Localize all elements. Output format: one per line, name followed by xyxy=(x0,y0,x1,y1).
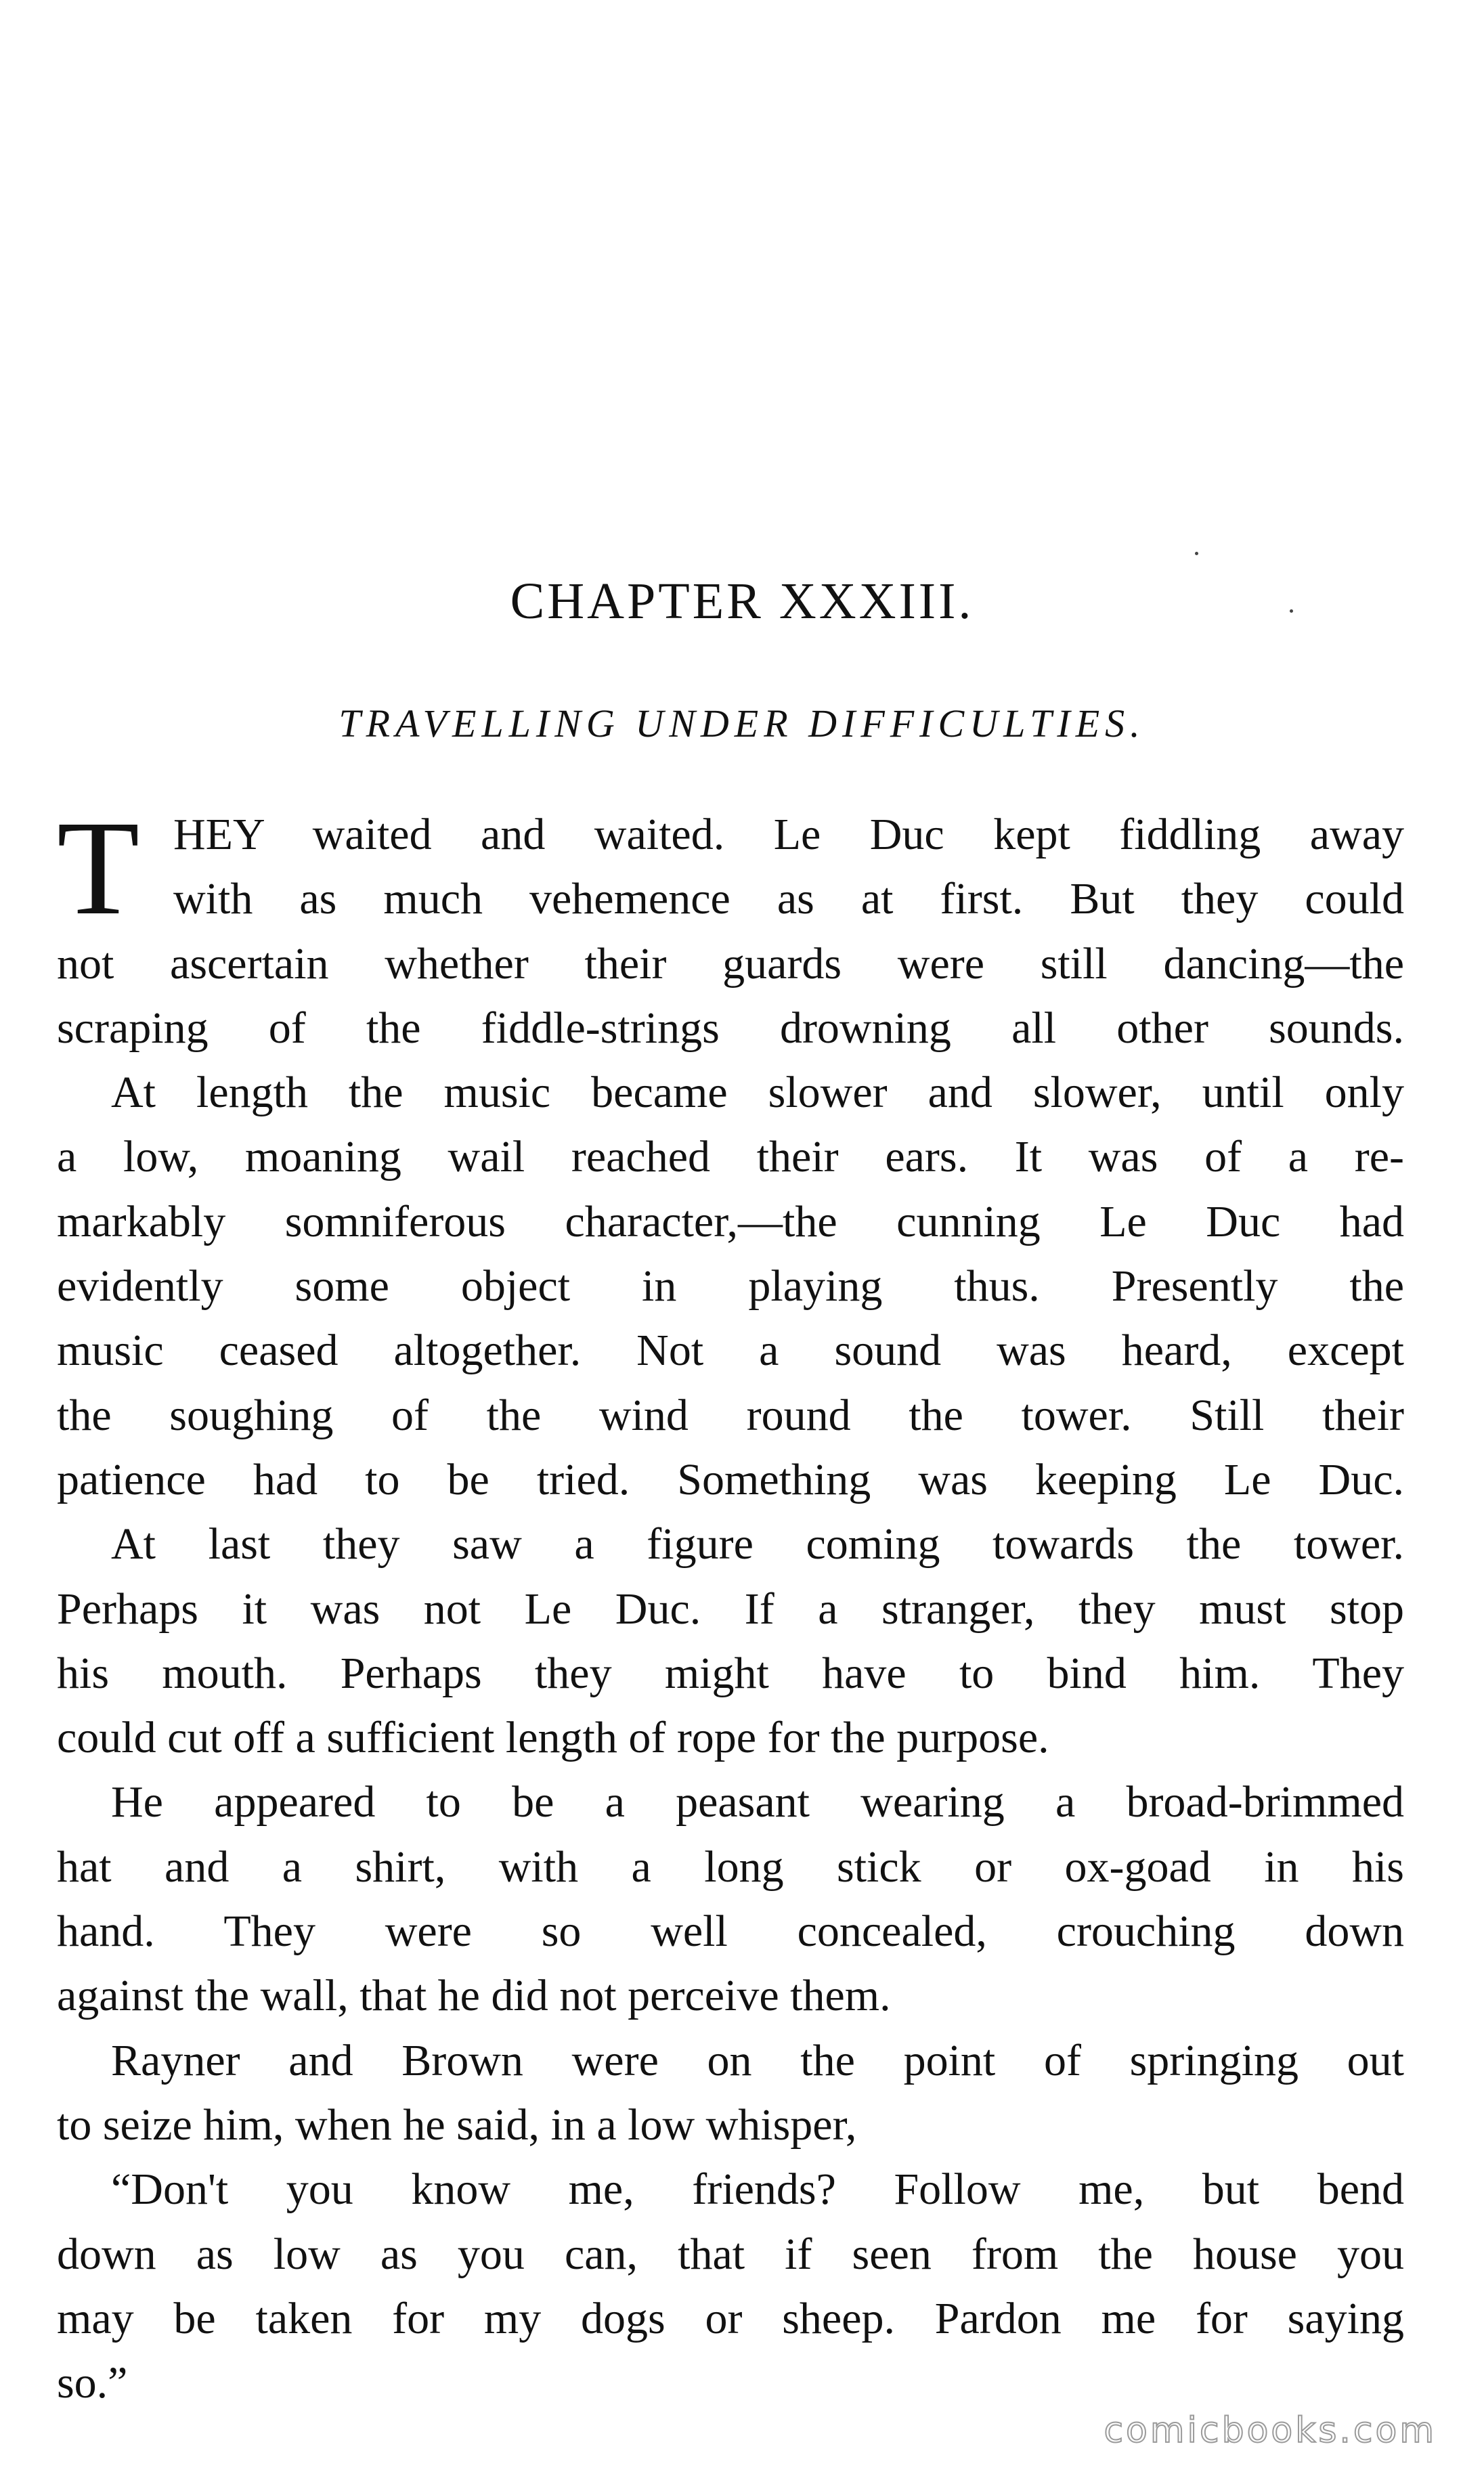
text-line: He appeared to be a peasant wearing a broad-brimmed xyxy=(111,1777,1404,1827)
text-line: could cut off a sufficient length of rope for the purpose. xyxy=(57,1713,1049,1763)
chapter-title: CHAPTER XXXIII. xyxy=(510,573,974,630)
text-line: At last they saw a figure coming towards the tower. xyxy=(111,1519,1404,1569)
site-watermark: comicbooks.com xyxy=(1104,2410,1437,2451)
text-line: not ascertain whether their guards were still dancing—the xyxy=(57,938,1404,988)
text-line: At length the music became slower and slower, until only xyxy=(111,1068,1404,1118)
text-line: to seize him, when he said, in a low whisper, xyxy=(57,2100,857,2150)
ink-speck xyxy=(1195,552,1198,555)
text-line: evidently some object in playing thus. Presently the xyxy=(57,1261,1404,1311)
text-line: Perhaps it was not Le Duc. If a stranger, they must stop xyxy=(57,1584,1404,1634)
text-line: markably somniferous character,—the cunning Le Duc had xyxy=(57,1196,1404,1246)
text-line: HEY waited and waited. Le Duc kept fiddling away xyxy=(173,810,1404,859)
text-line: his mouth. Perhaps they might have to bind him. They xyxy=(57,1648,1404,1698)
text-line: “Don't you know me, friends? Follow me, but bend xyxy=(111,2165,1404,2215)
text-line: scraping of the fiddle-strings drowning all other sounds. xyxy=(57,1003,1404,1053)
text-line: against the wall, that he did not perceive them. xyxy=(57,1971,891,2021)
text-line: so.” xyxy=(57,2358,128,2408)
text-line: down as low as you can, that if seen from the house you xyxy=(57,2229,1404,2279)
text-line: a low, moaning wail reached their ears. It was of a re- xyxy=(57,1132,1404,1182)
text-line: with as much vehemence as at first. But they could xyxy=(173,874,1404,924)
text-line: patience had to be tried. Something was keeping Le Duc. xyxy=(57,1454,1404,1504)
chapter-subtitle: TRAVELLING UNDER DIFFICULTIES. xyxy=(339,701,1145,745)
text-line: hand. They were so well concealed, crouching down xyxy=(57,1907,1404,1957)
text-line: may be taken for my dogs or sheep. Pardon me for saying xyxy=(57,2293,1404,2343)
text-line: the soughing of the wind round the tower. Still their xyxy=(57,1390,1404,1440)
chapter-text xyxy=(57,794,1404,2415)
text-line: Rayner and Brown were on the point of springing out xyxy=(111,2035,1404,2085)
opening-paragraph xyxy=(57,794,1404,943)
drop-cap: T xyxy=(57,794,140,943)
text-line: hat and a shirt, with a long stick or ox-goad in his xyxy=(57,1842,1404,1892)
text-line: music ceased altogether. Not a sound was heard, except xyxy=(57,1326,1404,1376)
